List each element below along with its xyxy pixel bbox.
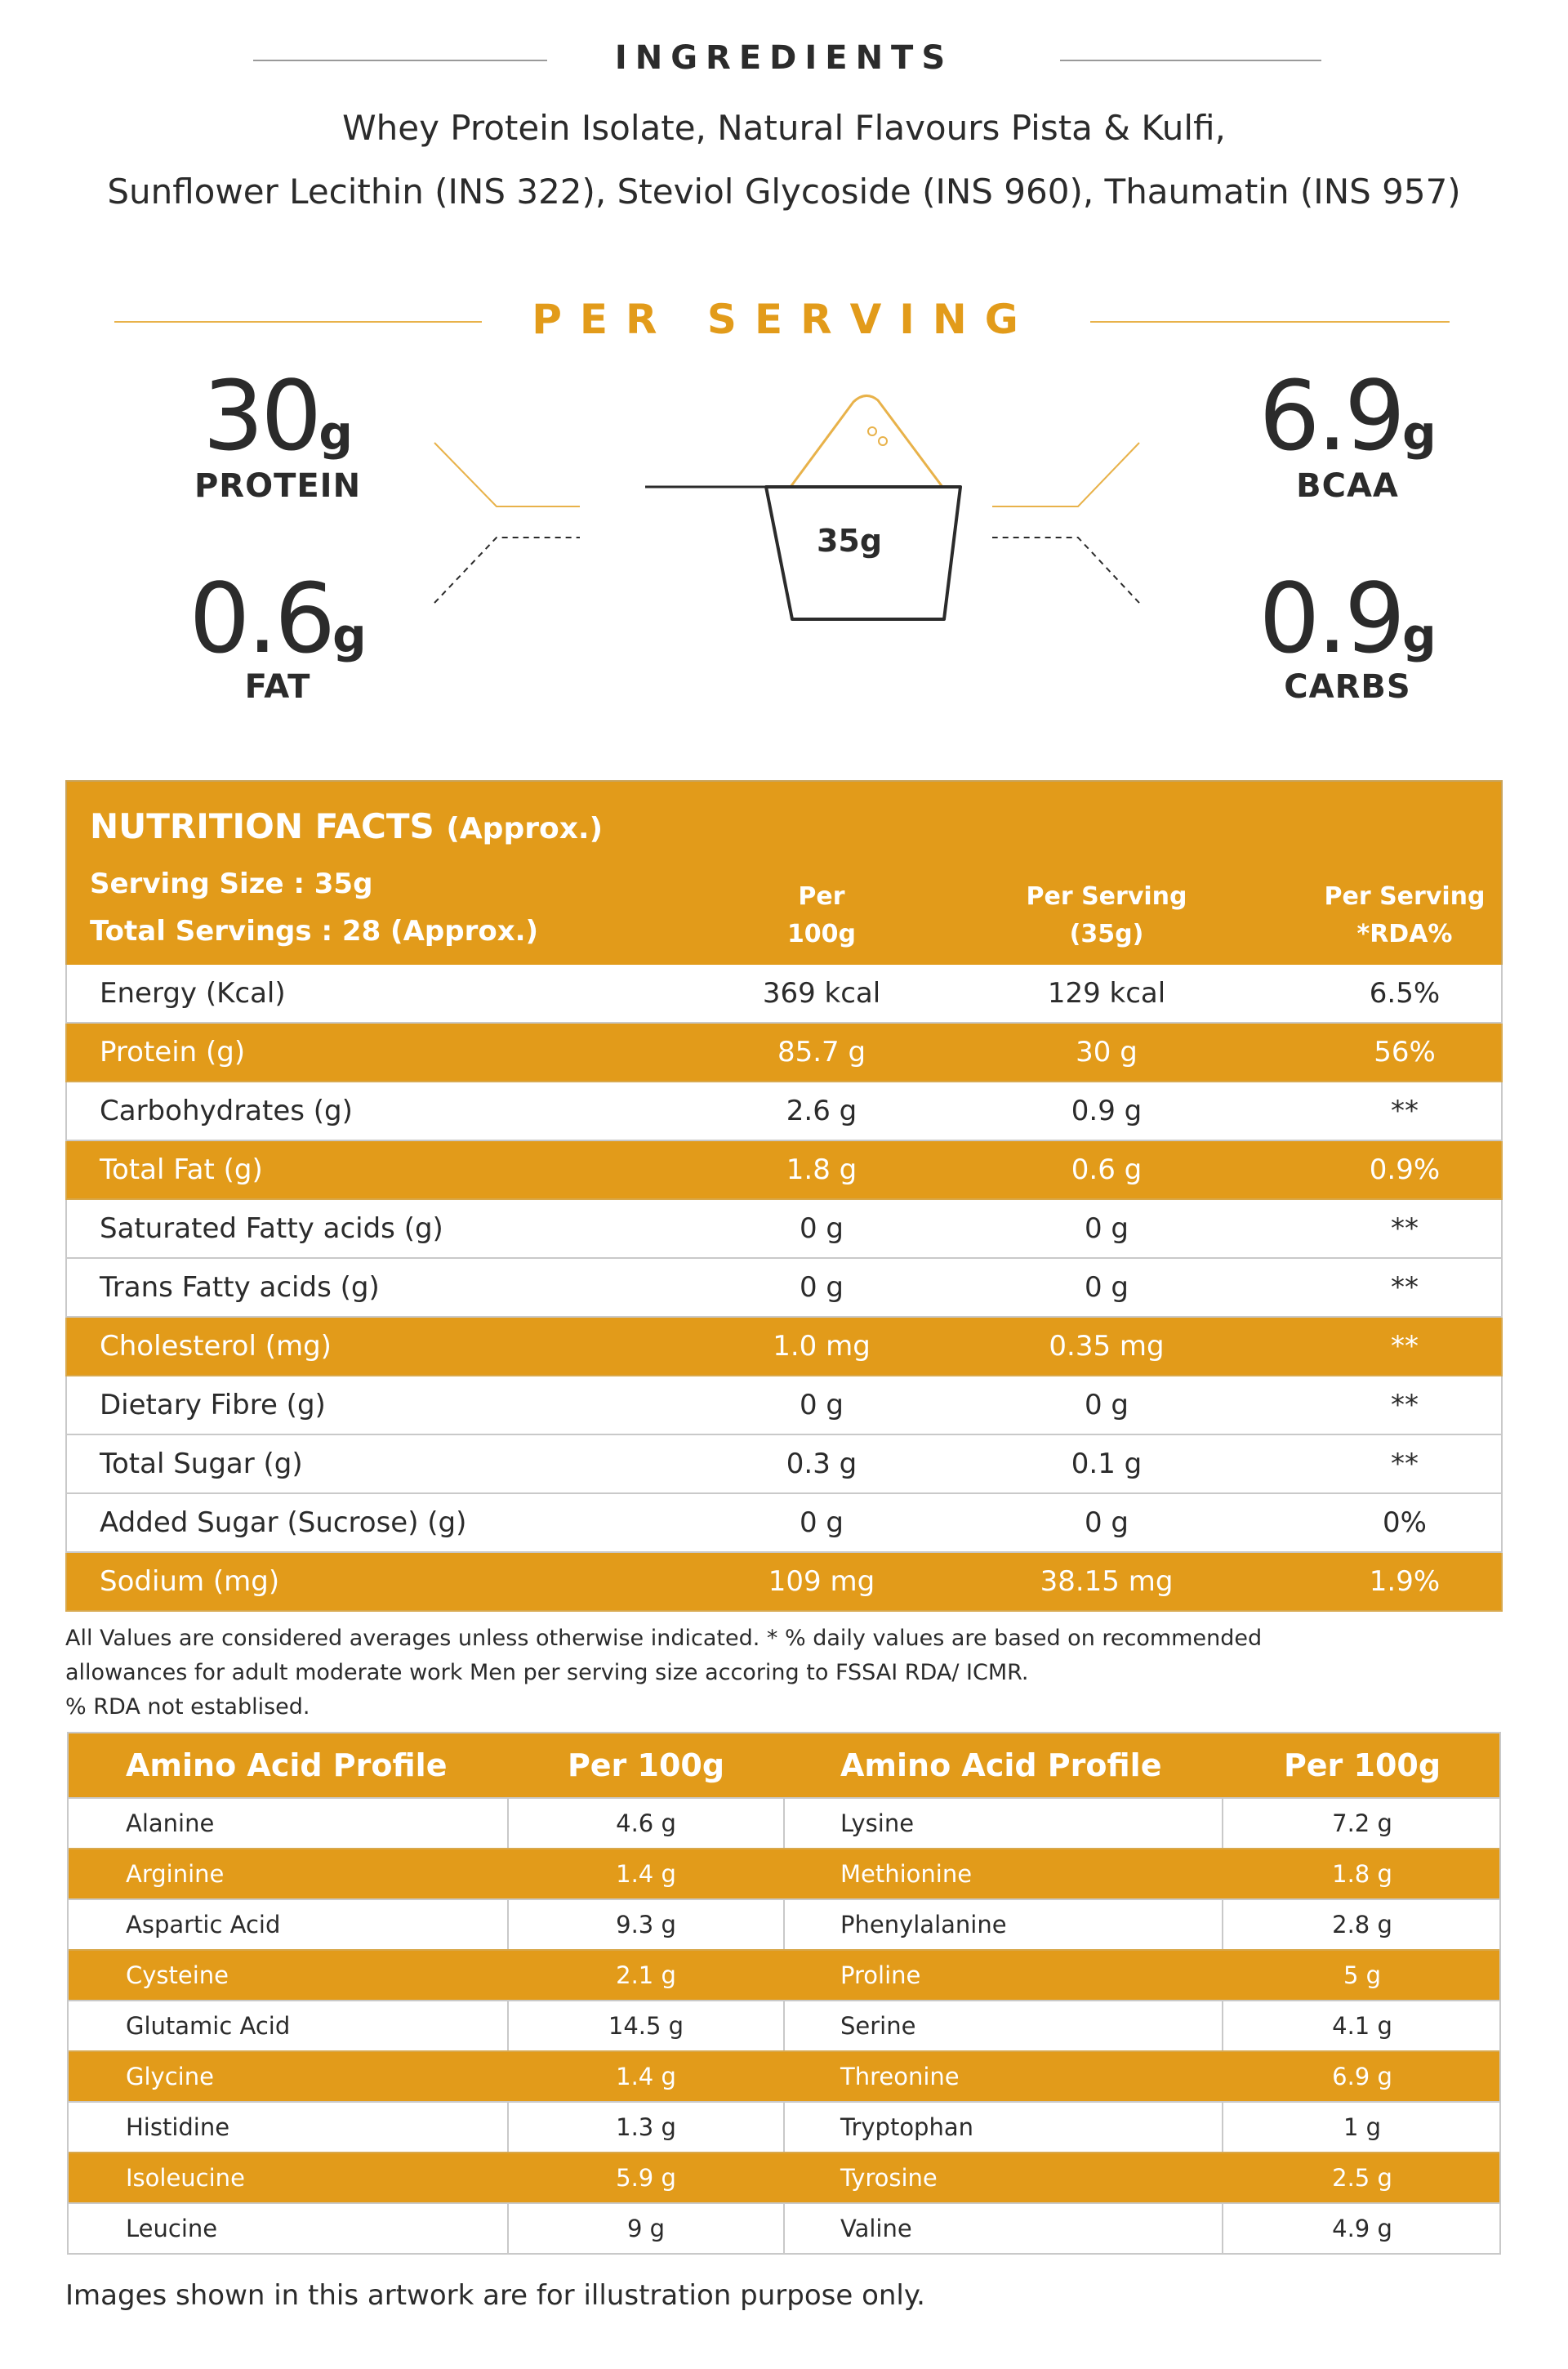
table-row: Total Fat (g) 1.8 g 0.6 g 0.9% <box>65 1141 1503 1200</box>
ingredients-divider-right <box>1060 60 1321 61</box>
ingredients-line-2: Sunflower Lecithin (INS 322), Steviol Glycoside (INS 960), Thaumatin (INS 957) <box>107 172 1461 212</box>
table-row: Dietary Fibre (g) 0 g 0 g ** <box>65 1376 1503 1435</box>
amino-acid-table <box>67 1732 1501 2255</box>
table-row: Isoleucine 5.9 g Tyrosine 2.5 g <box>69 2152 1499 2202</box>
serving-size: Serving Size : 35g <box>90 868 373 900</box>
table-row: Histidine 1.3 g Tryptophan 1 g <box>69 2101 1499 2152</box>
bcaa-label: BCAA <box>1296 467 1399 505</box>
table-row: Glycine 1.4 g Threonine 6.9 g <box>69 2050 1499 2101</box>
nutrition-facts-table <box>65 780 1503 1612</box>
powder-dot <box>879 437 887 445</box>
nutrition-note: All Values are considered averages unless otherwise indicated. * % daily values are based on recommended allowances for adult moderate work Men per serving size accoring to FSSAI RDA/ ICMR. % RDA not establised. <box>65 1626 1263 1720</box>
fat-label: FAT <box>244 668 311 706</box>
amino-header-name-right: Amino Acid Profile <box>840 1747 1162 1783</box>
table-row: Energy (Kcal) 369 kcal 129 kcal 6.5% <box>65 965 1503 1024</box>
table-row: Cholesterol (mg) 1.0 mg 0.35 mg ** <box>65 1318 1503 1376</box>
table-row: Protein (g) 85.7 g 30 g 56% <box>65 1024 1503 1082</box>
footer-disclaimer: Images shown in this artwork are for illustration purpose only. <box>65 2279 925 2312</box>
table-row: Carbohydrates (g) 2.6 g 0.9 g ** <box>65 1082 1503 1141</box>
powder-dot <box>868 427 876 435</box>
fat-value: 0.6g <box>189 562 367 675</box>
table-row: Arginine 1.4 g Methionine 1.8 g <box>69 1848 1499 1898</box>
amino-header <box>69 1733 1499 1797</box>
nutrition-header <box>65 780 1503 965</box>
table-row: Trans Fatty acids (g) 0 g 0 g ** <box>65 1259 1503 1318</box>
amino-header-name-left: Amino Acid Profile <box>126 1747 448 1783</box>
bcaa-value: 6.9g <box>1258 359 1437 472</box>
nutrition-title: NUTRITION FACTS (Approx.) <box>90 806 604 846</box>
connector-protein <box>434 443 580 506</box>
connector-bcaa <box>992 443 1139 506</box>
total-servings: Total Servings : 28 (Approx.) <box>90 915 539 948</box>
amino-header-value-left: Per 100g <box>567 1747 725 1783</box>
carbs-label: CARBS <box>1284 668 1411 706</box>
table-row: Saturated Fatty acids (g) 0 g 0 g ** <box>65 1200 1503 1259</box>
table-row: Leucine 9 g Valine 4.9 g <box>69 2202 1499 2253</box>
powder-mound <box>791 395 942 487</box>
table-row: Total Sugar (g) 0.3 g 0.1 g ** <box>65 1435 1503 1494</box>
ingredients-title: INGREDIENTS <box>614 39 954 77</box>
table-row: Alanine 4.6 g Lysine 7.2 g <box>69 1797 1499 1848</box>
table-row: Cysteine 2.1 g Proline 5 g <box>69 1949 1499 2000</box>
col-header-per-serving: Per Serving (35g) <box>1026 882 1187 948</box>
protein-value: 30g <box>203 359 353 472</box>
scoop-label: 35g <box>816 523 883 559</box>
per-serving-title: PER SERVING <box>532 296 1036 343</box>
table-row: Aspartic Acid 9.3 g Phenylalanine 2.8 g <box>69 1898 1499 1949</box>
table-row: Glutamic Acid 14.5 g Serine 4.1 g <box>69 2000 1499 2050</box>
per-serving-divider-right <box>1090 321 1450 323</box>
ingredients-text <box>0 96 1568 224</box>
col-header-per100: Per 100g <box>786 882 857 948</box>
protein-label: PROTEIN <box>194 467 362 505</box>
scoop-illustration <box>425 384 1143 629</box>
ingredients-line-1: Whey Protein Isolate, Natural Flavours Pista & Kulfi, <box>342 108 1226 148</box>
connector-fat <box>434 538 580 603</box>
table-row: Sodium (mg) 109 mg 38.15 mg 1.9% <box>65 1553 1503 1612</box>
carbs-value: 0.9g <box>1258 562 1437 675</box>
col-header-rda: Per Serving *RDA% <box>1324 882 1486 948</box>
amino-header-value-right: Per 100g <box>1283 1747 1441 1783</box>
connector-carbs <box>992 538 1139 603</box>
table-row: Added Sugar (Sucrose) (g) 0 g 0 g 0% <box>65 1494 1503 1553</box>
